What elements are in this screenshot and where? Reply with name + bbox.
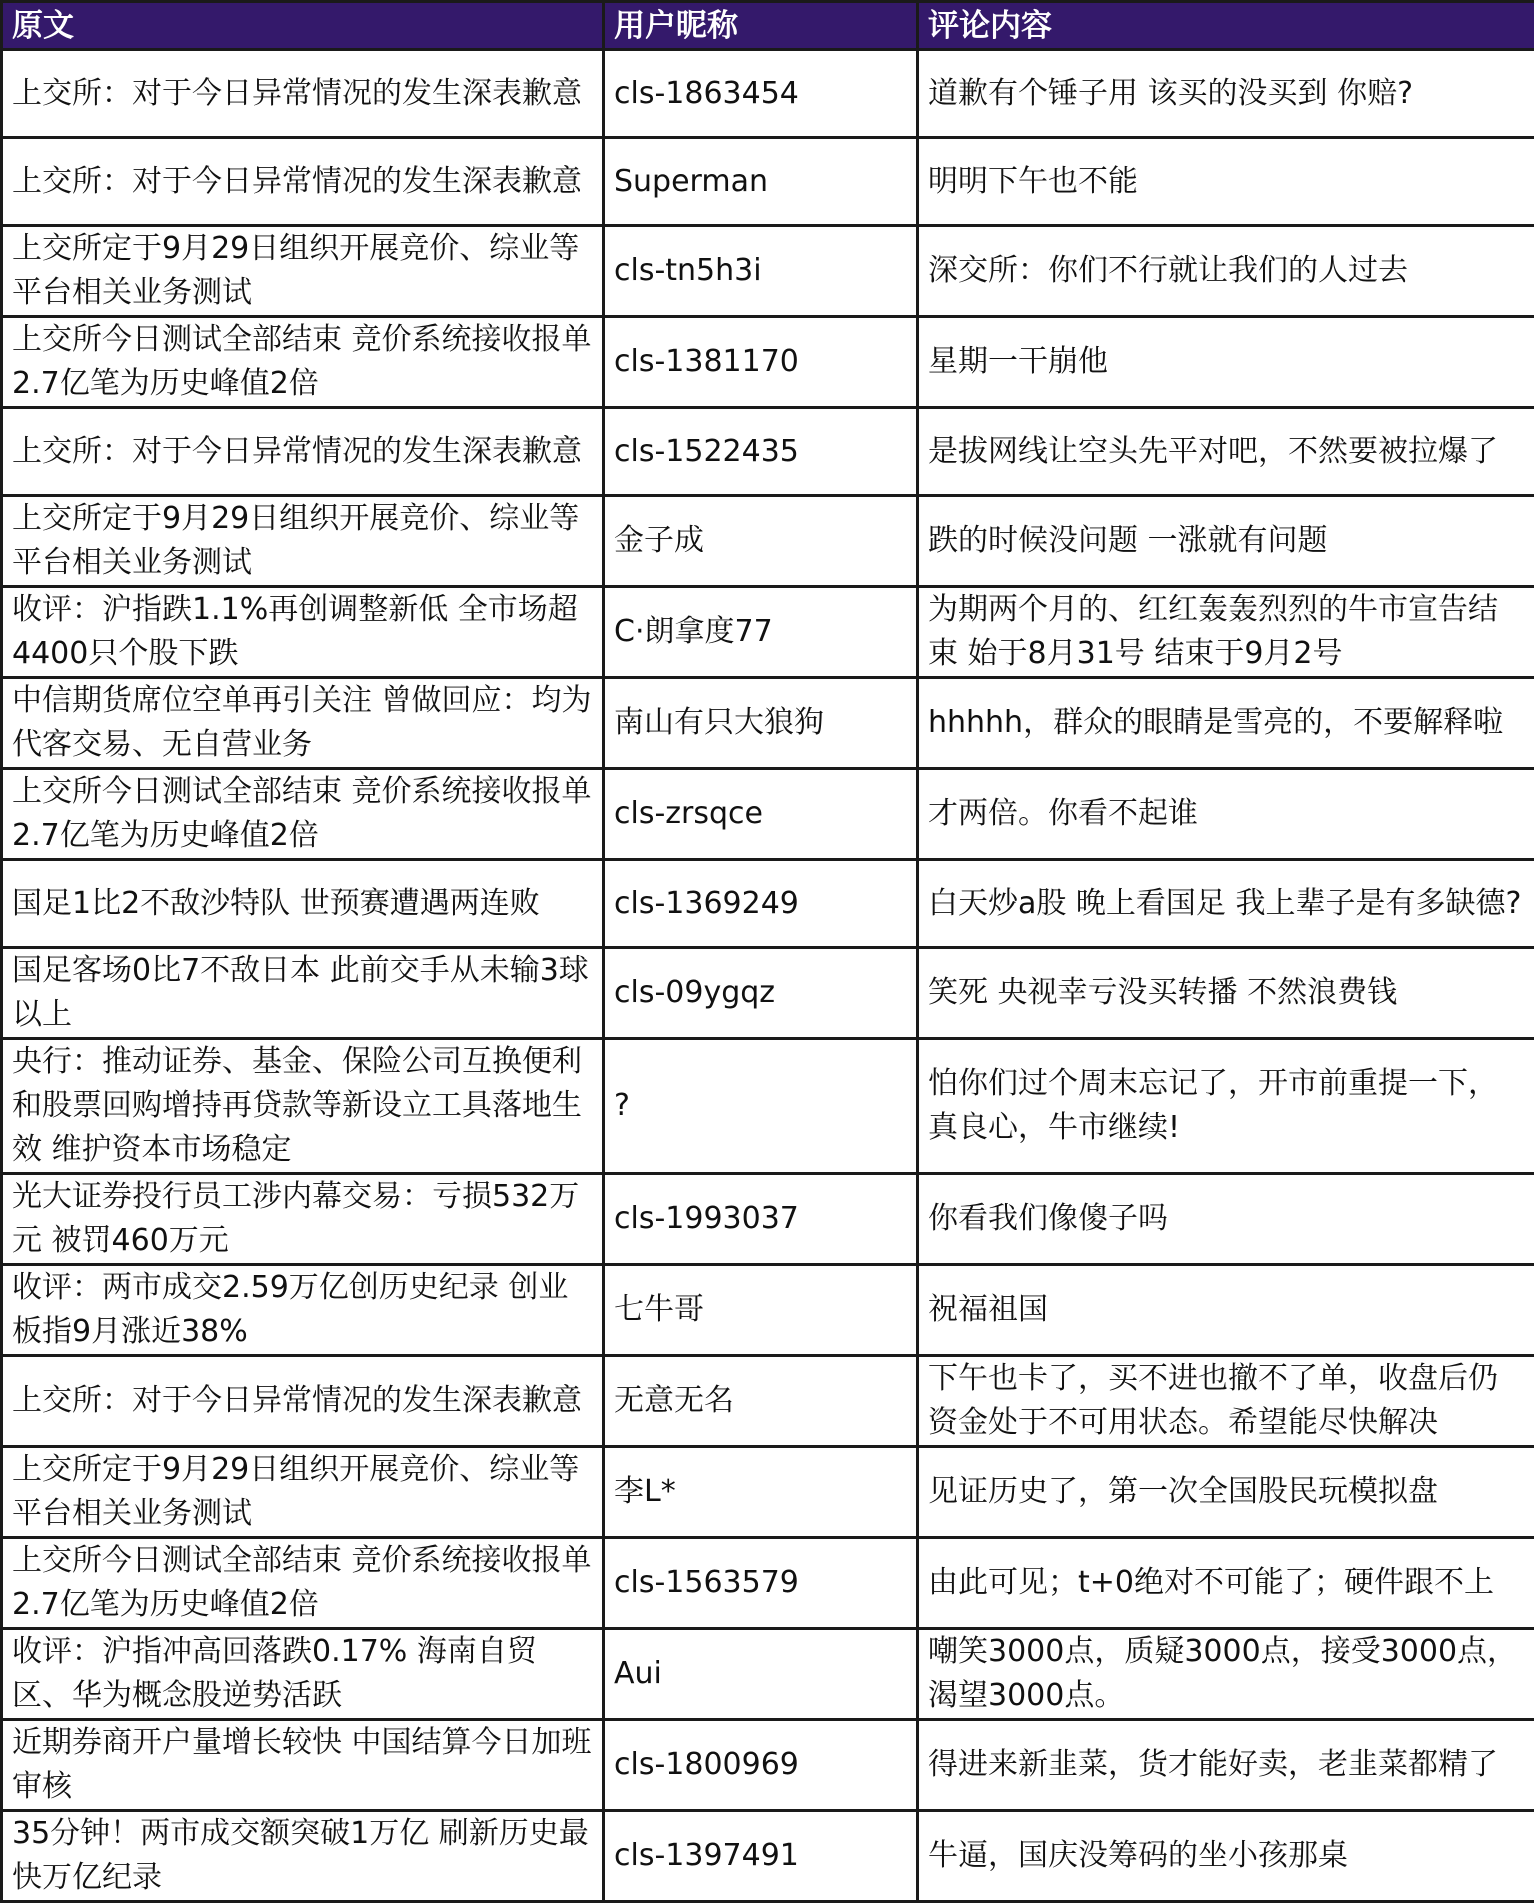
- cell-source: 收评：两市成交2.59万亿创历史纪录 创业板指9月涨近38%: [2, 1265, 604, 1356]
- table-row: [2, 1447, 1534, 1538]
- cell-nickname: cls-1563579: [604, 1538, 918, 1629]
- cell-nickname: 金子成: [604, 496, 918, 587]
- table-row: [2, 1811, 1534, 1902]
- table-row: [2, 587, 1534, 678]
- cell-nickname: Aui: [604, 1629, 918, 1720]
- table-row: [2, 226, 1534, 317]
- cell-comment: 道歉有个锤子用 该买的没买到 你赔?: [918, 50, 1534, 138]
- cell-comment: 见证历史了，第一次全国股民玩模拟盘: [918, 1447, 1534, 1538]
- cell-source: 上交所：对于今日异常情况的发生深表歉意: [2, 138, 604, 226]
- cell-nickname: cls-1522435: [604, 408, 918, 496]
- cell-source: 近期券商开户量增长较快 中国结算今日加班审核: [2, 1720, 604, 1811]
- cell-source: 上交所：对于今日异常情况的发生深表歉意: [2, 50, 604, 138]
- cell-comment: 祝福祖国: [918, 1265, 1534, 1356]
- cell-nickname: cls-1369249: [604, 860, 918, 948]
- table-row: [2, 1356, 1534, 1447]
- cell-nickname: cls-zrsqce: [604, 769, 918, 860]
- cell-source: 收评：沪指冲高回落跌0.17% 海南自贸区、华为概念股逆势活跃: [2, 1629, 604, 1720]
- cell-comment: 由此可见；t+0绝对不可能了；硬件跟不上: [918, 1538, 1534, 1629]
- cell-nickname: cls-09ygqz: [604, 948, 918, 1039]
- table-row: [2, 1629, 1534, 1720]
- cell-source: 国足1比2不敌沙特队 世预赛遭遇两连败: [2, 860, 604, 948]
- table-row: [2, 948, 1534, 1039]
- cell-nickname: cls-1381170: [604, 317, 918, 408]
- header-comment: 评论内容: [918, 2, 1534, 50]
- cell-source: 中信期货席位空单再引关注 曾做回应：均为代客交易、无自营业务: [2, 678, 604, 769]
- cell-comment: 牛逼，国庆没筹码的坐小孩那桌: [918, 1811, 1534, 1902]
- cell-nickname: 七牛哥: [604, 1265, 918, 1356]
- cell-comment: 下午也卡了，买不进也撤不了单，收盘后仍资金处于不可用状态。希望能尽快解决: [918, 1356, 1534, 1447]
- cell-comment: 深交所：你们不行就让我们的人过去: [918, 226, 1534, 317]
- table-row: [2, 1265, 1534, 1356]
- cell-nickname: ?: [604, 1039, 918, 1174]
- table-row: [2, 1538, 1534, 1629]
- cell-nickname: cls-1397491: [604, 1811, 918, 1902]
- cell-source: 上交所今日测试全部结束 竞价系统接收报单2.7亿笔为历史峰值2倍: [2, 317, 604, 408]
- cell-source: 上交所今日测试全部结束 竞价系统接收报单2.7亿笔为历史峰值2倍: [2, 769, 604, 860]
- table-row: [2, 769, 1534, 860]
- cell-comment: 笑死 央视幸亏没买转播 不然浪费钱: [918, 948, 1534, 1039]
- cell-comment: 怕你们过个周末忘记了，开市前重提一下，真良心，牛市继续!: [918, 1039, 1534, 1174]
- cell-source: 上交所今日测试全部结束 竞价系统接收报单2.7亿笔为历史峰值2倍: [2, 1538, 604, 1629]
- cell-comment: 明明下午也不能: [918, 138, 1534, 226]
- cell-nickname: cls-tn5h3i: [604, 226, 918, 317]
- cell-source: 上交所：对于今日异常情况的发生深表歉意: [2, 1356, 604, 1447]
- cell-source: 上交所定于9月29日组织开展竞价、综业等平台相关业务测试: [2, 226, 604, 317]
- cell-source: 收评：沪指跌1.1%再创调整新低 全市场超4400只个股下跌: [2, 587, 604, 678]
- cell-nickname: 南山有只大狼狗: [604, 678, 918, 769]
- table-row: [2, 50, 1534, 138]
- cell-comment: 你看我们像傻子吗: [918, 1174, 1534, 1265]
- header-source: 原文: [2, 2, 604, 50]
- cell-nickname: 李L*: [604, 1447, 918, 1538]
- header-nickname: 用户昵称: [604, 2, 918, 50]
- table-row: [2, 138, 1534, 226]
- cell-source: 35分钟！两市成交额突破1万亿 刷新历史最快万亿纪录: [2, 1811, 604, 1902]
- table-header: [2, 2, 1534, 50]
- cell-source: 上交所定于9月29日组织开展竞价、综业等平台相关业务测试: [2, 496, 604, 587]
- cell-source: 央行：推动证券、基金、保险公司互换便利和股票回购增持再贷款等新设立工具落地生效 维护资本市场稳定: [2, 1039, 604, 1174]
- cell-source: 上交所定于9月29日组织开展竞价、综业等平台相关业务测试: [2, 1447, 604, 1538]
- cell-comment: 星期一干崩他: [918, 317, 1534, 408]
- cell-source: 光大证券投行员工涉内幕交易：亏损532万元 被罚460万元: [2, 1174, 604, 1265]
- cell-nickname: 无意无名: [604, 1356, 918, 1447]
- cell-nickname: Superman: [604, 138, 918, 226]
- cell-source: 国足客场0比7不敌日本 此前交手从未输3球以上: [2, 948, 604, 1039]
- table-row: [2, 1720, 1534, 1811]
- cell-comment: 嘲笑3000点，质疑3000点，接受3000点，渴望3000点。: [918, 1629, 1534, 1720]
- cell-nickname: cls-1800969: [604, 1720, 918, 1811]
- table-row: [2, 1174, 1534, 1265]
- table-row: [2, 317, 1534, 408]
- header-row: [2, 2, 1534, 50]
- table-row: [2, 1039, 1534, 1174]
- table-row: [2, 496, 1534, 587]
- table-body: [2, 50, 1534, 1902]
- table-row: [2, 408, 1534, 496]
- table-row: [2, 860, 1534, 948]
- table-row: [2, 678, 1534, 769]
- cell-comment: 为期两个月的、红红轰轰烈烈的牛市宣告结束 始于8月31号 结束于9月2号: [918, 587, 1534, 678]
- cell-nickname: cls-1993037: [604, 1174, 918, 1265]
- cell-comment: 是拔网线让空头先平对吧，不然要被拉爆了: [918, 408, 1534, 496]
- cell-comment: 得进来新韭菜，货才能好卖，老韭菜都精了: [918, 1720, 1534, 1811]
- cell-comment: hhhhh，群众的眼睛是雪亮的，不要解释啦: [918, 678, 1534, 769]
- cell-comment: 才两倍。你看不起谁: [918, 769, 1534, 860]
- cell-comment: 跌的时候没问题 一涨就有问题: [918, 496, 1534, 587]
- cell-nickname: C·朗拿度77: [604, 587, 918, 678]
- cell-nickname: cls-1863454: [604, 50, 918, 138]
- cell-source: 上交所：对于今日异常情况的发生深表歉意: [2, 408, 604, 496]
- cell-comment: 白天炒a股 晚上看国足 我上辈子是有多缺德?: [918, 860, 1534, 948]
